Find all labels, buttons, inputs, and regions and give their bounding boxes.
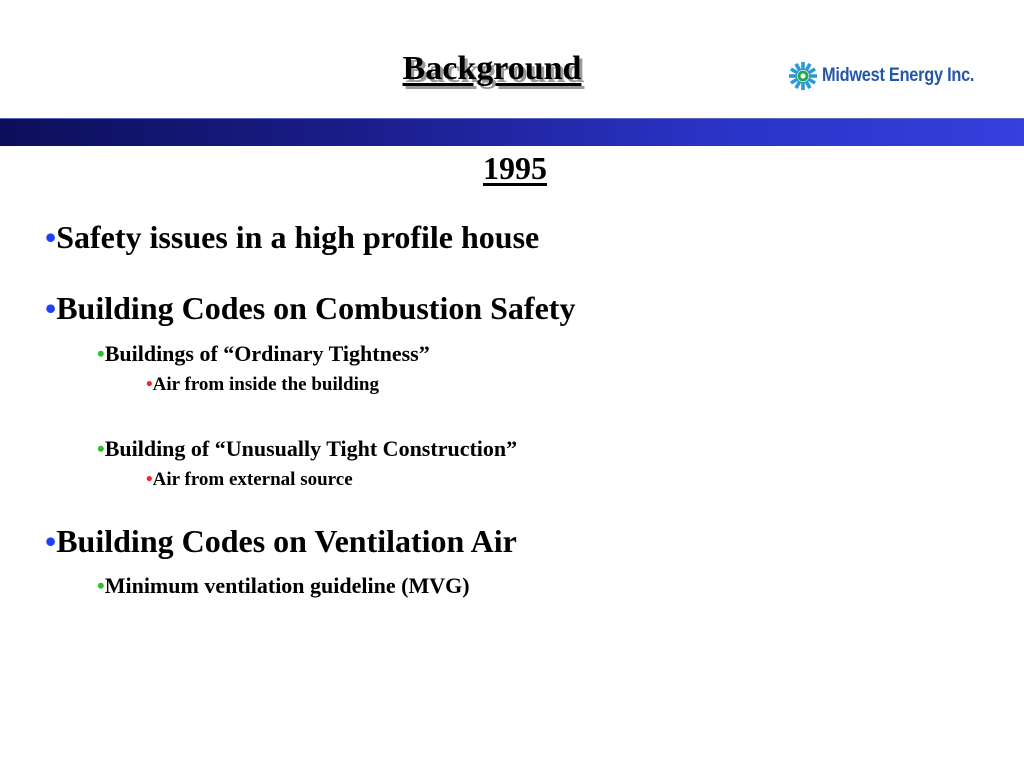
bullet-marker: •	[146, 374, 153, 395]
bullet-marker: •	[45, 219, 57, 255]
bullet-text: Building Codes on Combustion Safety	[56, 290, 576, 326]
bullet-item-level1	[45, 290, 575, 327]
bullet-marker: •	[45, 290, 57, 326]
bullet-item-level1	[45, 523, 517, 560]
bullet-marker: •	[97, 341, 105, 366]
company-logo	[788, 58, 999, 94]
bullet-text: Minimum ventilation guideline (MVG)	[104, 573, 470, 598]
bullet-item-level1	[45, 219, 539, 256]
bullet-text: Buildings of “Ordinary Tightness”	[104, 341, 430, 366]
bullet-marker: •	[45, 523, 57, 559]
sunburst-logo-icon	[788, 61, 818, 91]
bullet-marker: •	[97, 436, 105, 461]
year-heading: 1995	[483, 150, 547, 186]
slide-title: Background	[402, 50, 582, 87]
bullet-item-level2	[97, 436, 517, 462]
bullet-marker: •	[97, 573, 105, 598]
bullet-text: Building Codes on Ventilation Air	[56, 523, 517, 559]
bullet-item-level3	[146, 374, 379, 396]
bullet-text: Building of “Unusually Tight Construction”	[104, 436, 518, 461]
bullet-item-level3	[146, 469, 353, 491]
bullet-item-level2	[97, 341, 430, 367]
bullet-item-level2	[97, 573, 470, 599]
header-band	[0, 119, 1024, 146]
bullet-text: Air from external source	[152, 469, 353, 490]
bullet-marker: •	[146, 469, 153, 490]
logo-text: Midwest Energy Inc.	[822, 65, 975, 86]
bullet-text: Safety issues in a high profile house	[56, 219, 540, 255]
bullet-text: Air from inside the building	[152, 374, 379, 395]
